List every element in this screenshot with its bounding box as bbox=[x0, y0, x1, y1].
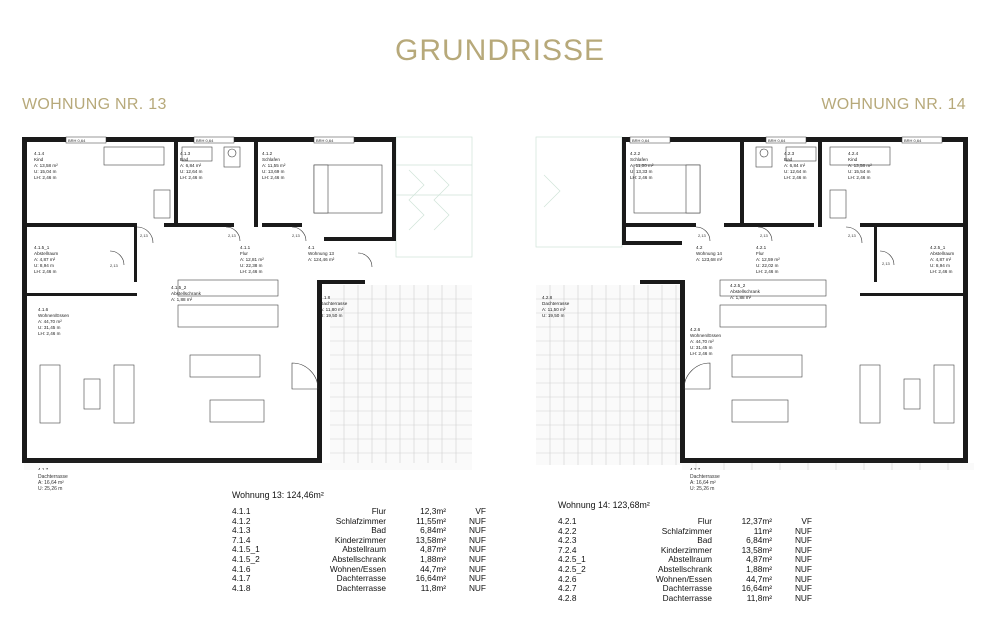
svg-text:BRH 0,64: BRH 0,64 bbox=[632, 138, 650, 143]
svg-text:A: 6,84 m²: A: 6,84 m² bbox=[180, 163, 202, 168]
apartment-13-title: WOHNUNG NR. 13 bbox=[22, 96, 167, 113]
svg-text:U: 8,94 m: U: 8,94 m bbox=[930, 263, 950, 268]
svg-text:BRH 0,64: BRH 0,64 bbox=[68, 138, 86, 143]
svg-text:U: 15,54 m: U: 15,54 m bbox=[848, 169, 871, 174]
svg-text:A: 124,46 m²: A: 124,46 m² bbox=[308, 257, 335, 262]
table-row: 4.2.1 Flur 12,37m² VF bbox=[558, 516, 812, 526]
room-label-wohnung bbox=[696, 245, 723, 262]
svg-text:LH: 2,46 m: LH: 2,46 m bbox=[690, 351, 713, 356]
svg-text:Wohnung 13: Wohnung 13 bbox=[308, 251, 334, 256]
svg-text:LH: 2,46 m: LH: 2,46 m bbox=[34, 175, 57, 180]
stairwell bbox=[396, 137, 472, 257]
svg-text:Dachterrasse: Dachterrasse bbox=[542, 301, 570, 306]
svg-text:Flur: Flur bbox=[756, 251, 764, 256]
svg-text:BRH 0,64: BRH 0,64 bbox=[768, 138, 786, 143]
svg-text:BRH 0,64: BRH 0,64 bbox=[196, 138, 214, 143]
svg-text:4.2.5_2: 4.2.5_2 bbox=[730, 283, 746, 288]
svg-text:U: 31,45 m: U: 31,45 m bbox=[690, 345, 713, 350]
svg-text:U: 13,33 m: U: 13,33 m bbox=[630, 169, 653, 174]
svg-text:4.2.1: 4.2.1 bbox=[756, 245, 767, 250]
room-label-abstellraum bbox=[34, 245, 58, 274]
stairwell bbox=[536, 137, 622, 247]
svg-text:4.1.7: 4.1.7 bbox=[38, 467, 49, 470]
svg-text:U: 31,45 m: U: 31,45 m bbox=[38, 325, 61, 330]
svg-text:2,13: 2,13 bbox=[698, 233, 706, 238]
table-row: 4.1.5_2 Abstellschrank 1,88m² NUF bbox=[232, 553, 486, 564]
svg-text:4.2: 4.2 bbox=[696, 245, 703, 250]
svg-text:4.1.2: 4.1.2 bbox=[262, 151, 273, 156]
svg-text:A: 11,00 m²: A: 11,00 m² bbox=[630, 163, 654, 168]
table-row: 4.2.3 Bad 6,84m² NUF bbox=[558, 535, 812, 546]
svg-text:Bad: Bad bbox=[180, 157, 189, 162]
svg-text:BRH 0,64: BRH 0,64 bbox=[316, 138, 334, 143]
room-label-flur bbox=[240, 245, 264, 274]
svg-text:2,13: 2,13 bbox=[848, 233, 856, 238]
terrace-grid-8 bbox=[536, 285, 682, 465]
svg-text:U: 8,94 m: U: 8,94 m bbox=[34, 263, 54, 268]
svg-text:U: 15,04 m: U: 15,04 m bbox=[34, 169, 57, 174]
room-label-wohnung bbox=[308, 245, 335, 262]
svg-text:Kind: Kind bbox=[34, 157, 44, 162]
svg-text:Abstellraum: Abstellraum bbox=[34, 251, 59, 256]
room-label-wohnen bbox=[690, 327, 722, 356]
svg-text:4.1.4: 4.1.4 bbox=[34, 151, 45, 156]
svg-text:LH: 2,46 m: LH: 2,46 m bbox=[756, 269, 779, 274]
svg-text:4.2.4: 4.2.4 bbox=[848, 151, 859, 156]
svg-text:A: 1,88 m²: A: 1,88 m² bbox=[171, 297, 193, 302]
page-title: GRUNDRISSE bbox=[394, 34, 606, 67]
svg-text:LH: 2,46 m: LH: 2,46 m bbox=[180, 175, 203, 180]
svg-text:A: 1,88 m²: A: 1,88 m² bbox=[730, 295, 752, 300]
svg-text:A: 123,68 m²: A: 123,68 m² bbox=[696, 257, 723, 262]
svg-text:U: 13,69 m: U: 13,69 m bbox=[262, 169, 285, 174]
svg-text:Abstellraum: Abstellraum bbox=[930, 251, 955, 256]
svg-text:U: 19,50 m: U: 19,50 m bbox=[320, 313, 343, 318]
room-label-schlafen bbox=[630, 151, 654, 180]
svg-text:A: 11,50 m²: A: 11,50 m² bbox=[542, 307, 566, 312]
table-row: 4.1.7 Dachterrasse 16,64m² NUF bbox=[232, 573, 486, 584]
table-row: 4.2.7 Dachterrasse 16,64m² NUF bbox=[558, 583, 812, 594]
svg-text:4.2.7: 4.2.7 bbox=[690, 467, 701, 470]
svg-text:A: 44,70 m²: A: 44,70 m² bbox=[690, 339, 714, 344]
table-row: 4.2.2 Schlafzimmer 11m² NUF bbox=[558, 525, 812, 536]
svg-text:4.1.1: 4.1.1 bbox=[240, 245, 251, 250]
svg-text:Abstellschrank: Abstellschrank bbox=[730, 289, 760, 294]
svg-text:A: 4,87 m²: A: 4,87 m² bbox=[34, 257, 56, 262]
svg-text:LH: 2,46 m: LH: 2,46 m bbox=[262, 175, 285, 180]
svg-text:Kind: Kind bbox=[848, 157, 858, 162]
svg-text:Schlafen: Schlafen bbox=[262, 157, 280, 162]
svg-text:A: 13,58 m²: A: 13,58 m² bbox=[34, 163, 58, 168]
room-label-schlafen bbox=[262, 151, 286, 180]
table-row: 4.1.1 Flur 12,3m² VF bbox=[232, 506, 486, 516]
svg-text:U: 22,02 m: U: 22,02 m bbox=[756, 263, 779, 268]
svg-text:2,13: 2,13 bbox=[110, 263, 118, 268]
svg-text:BRH 0,64: BRH 0,64 bbox=[904, 138, 922, 143]
svg-text:Wohnen/Essen: Wohnen/Essen bbox=[38, 313, 70, 318]
svg-text:A: 13,58 m²: A: 13,58 m² bbox=[848, 163, 872, 168]
svg-text:A: 6,84 m²: A: 6,84 m² bbox=[784, 163, 806, 168]
svg-text:2,13: 2,13 bbox=[228, 233, 236, 238]
svg-text:A: 12,59 m²: A: 12,59 m² bbox=[756, 257, 780, 262]
svg-text:4.2.8: 4.2.8 bbox=[542, 295, 553, 300]
area-table-13-summary: Wohnung 13: 124,46m² bbox=[232, 490, 324, 500]
svg-text:LH: 2,46 m: LH: 2,46 m bbox=[848, 175, 871, 180]
room-label-wohnen bbox=[38, 307, 70, 336]
table-row: 7.1.4 Kinderzimmer 13,58m² NUF bbox=[232, 534, 486, 545]
svg-text:2,13: 2,13 bbox=[882, 261, 890, 266]
terrace-7-details-13: Dachterrasse A: 16,64 m² U: 25,26 m bbox=[38, 474, 68, 492]
svg-text:4.1.8: 4.1.8 bbox=[320, 295, 331, 300]
svg-text:A: 4,87 m²: A: 4,87 m² bbox=[930, 257, 952, 262]
svg-text:LH: 2,46 m: LH: 2,46 m bbox=[784, 175, 807, 180]
svg-text:LH: 2,46 m: LH: 2,46 m bbox=[930, 269, 953, 274]
svg-text:Schlafen: Schlafen bbox=[630, 157, 648, 162]
room-label-terrasse-7 bbox=[690, 467, 701, 470]
room-label-kind bbox=[34, 151, 58, 180]
floor-plan-13 bbox=[14, 125, 474, 470]
svg-text:4.1.5_2: 4.1.5_2 bbox=[171, 285, 187, 290]
svg-text:A: 11,80 m²: A: 11,80 m² bbox=[320, 307, 344, 312]
terrace-grid-7 bbox=[682, 463, 974, 470]
svg-text:U: 12,64 m: U: 12,64 m bbox=[784, 169, 807, 174]
svg-text:A: 11,55 m²: A: 11,55 m² bbox=[262, 163, 286, 168]
svg-text:4.2.2: 4.2.2 bbox=[630, 151, 641, 156]
table-row: 4.2.5_1 Abstellraum 4,87m² NUF bbox=[558, 554, 812, 565]
door-swings bbox=[110, 227, 306, 268]
svg-text:U: 22,38 m: U: 22,38 m bbox=[240, 263, 263, 268]
svg-text:Dachterrasse: Dachterrasse bbox=[320, 301, 348, 306]
table-row: 4.1.5_1 Abstellraum 4,87m² NUF bbox=[232, 544, 486, 555]
svg-text:4.2.6: 4.2.6 bbox=[690, 327, 701, 332]
table-row: 4.2.6 Wohnen/Essen 44,7m² NUF bbox=[558, 573, 812, 584]
area-table-14-summary: Wohnung 14: 123,68m² bbox=[558, 500, 650, 510]
table-row: 4.1.3 Bad 6,84m² NUF bbox=[232, 525, 486, 536]
area-table-14 bbox=[558, 500, 812, 603]
floor-plan-14 bbox=[530, 125, 980, 470]
terrace-7-details-14: Dachterrasse A: 16,64 m² U: 25,26 m bbox=[690, 474, 720, 492]
svg-text:4.1.3: 4.1.3 bbox=[180, 151, 191, 156]
svg-text:4.2.5_1: 4.2.5_1 bbox=[930, 245, 946, 250]
room-label-terrasse-7 bbox=[38, 467, 49, 470]
svg-text:Abstellschrank: Abstellschrank bbox=[171, 291, 201, 296]
svg-text:A: 44,70 m²: A: 44,70 m² bbox=[38, 319, 62, 324]
svg-text:2,13: 2,13 bbox=[760, 233, 768, 238]
svg-text:LH: 2,46 m: LH: 2,46 m bbox=[630, 175, 653, 180]
svg-text:Wohnung 14: Wohnung 14 bbox=[696, 251, 722, 256]
table-row: 4.2.8 Dachterrasse 11,8m² NUF bbox=[558, 592, 812, 603]
svg-text:A: 12,81 m²: A: 12,81 m² bbox=[240, 257, 264, 262]
svg-text:2,13: 2,13 bbox=[292, 233, 300, 238]
svg-text:4.2.3: 4.2.3 bbox=[784, 151, 795, 156]
svg-text:4.1: 4.1 bbox=[308, 245, 315, 250]
svg-text:Wohnen/Essen: Wohnen/Essen bbox=[690, 333, 722, 338]
area-table-13 bbox=[232, 490, 486, 593]
svg-text:U: 12,64 m: U: 12,64 m bbox=[180, 169, 203, 174]
door-swings bbox=[696, 227, 894, 266]
table-row: 7.2.4 Kinderzimmer 13,58m² NUF bbox=[558, 544, 812, 555]
table-row: 4.2.5_2 Abstellschrank 1,88m² NUF bbox=[558, 563, 812, 574]
svg-text:LH: 2,46 m: LH: 2,46 m bbox=[38, 331, 61, 336]
table-row: 4.1.2 Schlafzimmer 11,55m² NUF bbox=[232, 515, 486, 526]
svg-text:LH: 2,46 m: LH: 2,46 m bbox=[240, 269, 263, 274]
svg-text:2,13: 2,13 bbox=[140, 233, 148, 238]
svg-text:4.1.6: 4.1.6 bbox=[38, 307, 49, 312]
terrace-grid-7 bbox=[24, 463, 472, 470]
svg-text:4.1.5_1: 4.1.5_1 bbox=[34, 245, 50, 250]
apartment-14-title: WOHNUNG NR. 14 bbox=[821, 96, 966, 113]
table-row: 4.1.8 Dachterrasse 11,8m² NUF bbox=[232, 582, 486, 593]
svg-text:Flur: Flur bbox=[240, 251, 248, 256]
table-row: 4.1.6 Wohnen/Essen 44,7m² NUF bbox=[232, 563, 486, 574]
svg-text:U: 19,50 m: U: 19,50 m bbox=[542, 313, 565, 318]
svg-text:LH: 2,46 m: LH: 2,46 m bbox=[34, 269, 57, 274]
room-label-flur bbox=[756, 245, 780, 274]
terrace-grid-8 bbox=[330, 285, 472, 465]
svg-text:Bad: Bad bbox=[784, 157, 793, 162]
room-label-abstellraum bbox=[930, 245, 954, 274]
